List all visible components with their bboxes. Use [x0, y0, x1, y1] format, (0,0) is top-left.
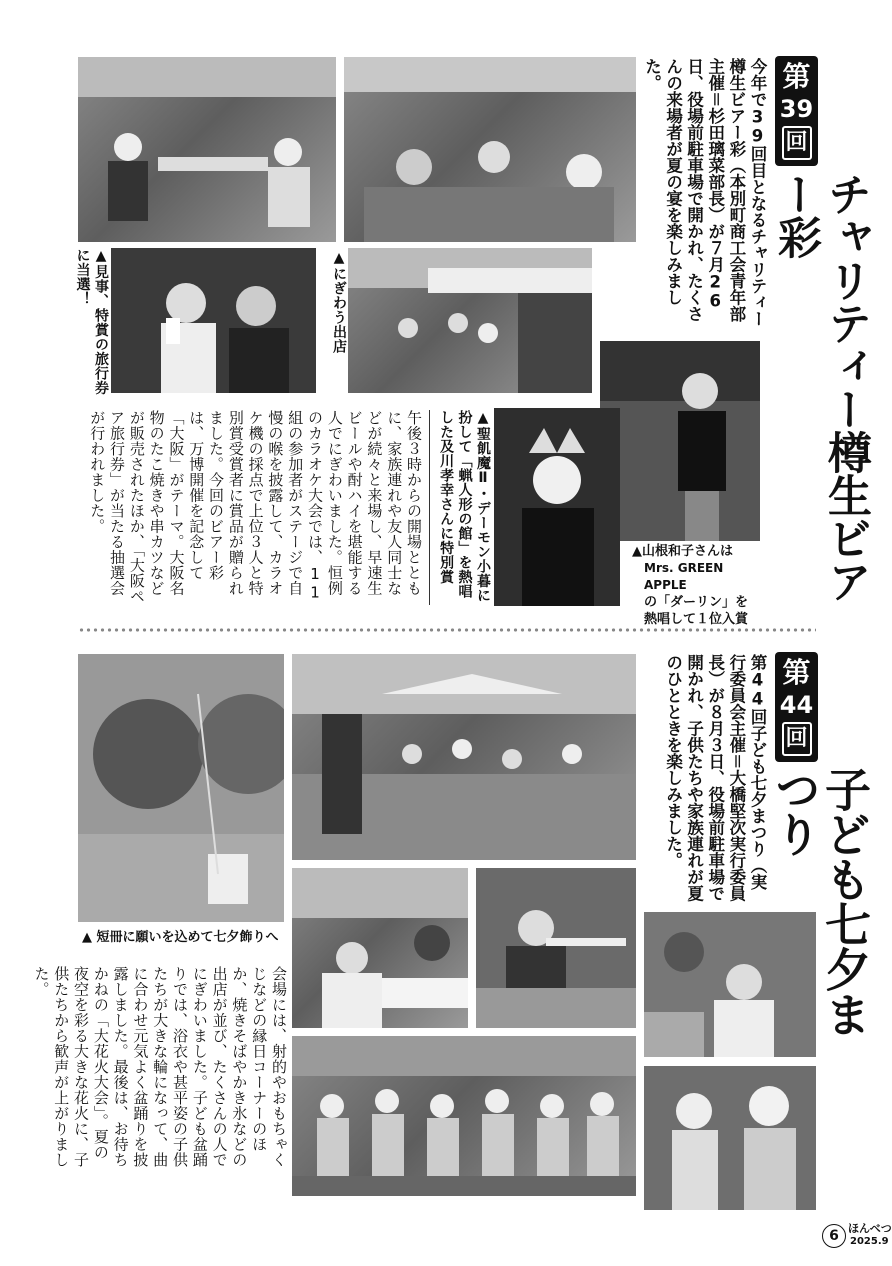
section2-badge-prefix: 第	[782, 656, 811, 689]
section1-badge-suffix: 回	[782, 126, 812, 160]
section1-divider	[429, 410, 430, 605]
photo-winners	[111, 248, 316, 393]
issue-date: 2025.9	[850, 1236, 889, 1247]
section1-lead: 今年で39回目となるチャリティー樽生ビアー彩（本別町商工会青年部主催＝杉田璃菜部長）が７月26日、役場前駐車場で開かれ、たくさんの来場者が夏の宴を楽しみました。	[642, 58, 767, 327]
photo-yo-yo-fishing	[292, 868, 468, 1028]
photo-girl-stall	[644, 912, 816, 1057]
caption-demon: ▲聖飢魔Ⅱ・デーモン小暮に扮して「蝋人形の館」を熱唱した及川孝幸さんに特別賞	[438, 410, 491, 603]
caption-stalls: ▲にぎわう出店	[331, 250, 347, 354]
photo-bon-odori	[292, 654, 636, 860]
section1-badge	[775, 56, 818, 166]
page-footer	[820, 1218, 890, 1262]
magazine-logo: ほんべつ	[848, 1222, 892, 1235]
page-number: 6	[822, 1224, 846, 1248]
section2-badge-suffix: 回	[782, 722, 812, 756]
photo-shooting-game	[476, 868, 636, 1028]
photo-singer	[600, 341, 760, 541]
section2-badge-num: 44	[779, 691, 814, 719]
section2-badge	[775, 652, 818, 762]
section1-body: 午後３時からの開場とともに、家族連れや友人同士などが続々と来場し、早速生ビールや酎ハイを堪能する人でにぎわいました。恒例のカラオケ大会では、11組の参加者がステージで自慢の喉を披露して、カラオケ機の採点で上位３人と特別賞受賞者に賞品が贈られました。今回のビアー彩は、万博開催を記念して「大阪」がテーマ。大阪名物のたこ焼きや串カツなどが販売されたほか、「大阪ペア旅行券」が当たる抽選会が行われました。	[88, 410, 423, 604]
section-separator	[78, 627, 816, 633]
section1-badge-prefix: 第	[782, 60, 811, 93]
photo-tanabata-decorations	[78, 654, 284, 922]
caption-winner: ▲見事、特賞の旅行券に当選！	[74, 248, 109, 395]
caption-singer-line2: Mrs. GREEN APPLE	[644, 561, 724, 592]
photo-stalls	[348, 248, 592, 393]
caption-singer	[632, 543, 762, 628]
photo-demon-costume	[494, 408, 620, 606]
section1-badge-num: 39	[779, 95, 814, 123]
section2-title: 子ども七夕まつり	[768, 766, 872, 1036]
caption-singer-line3: の「ダーリン」を	[644, 595, 749, 610]
section1-title: チャリティー樽生ビアー彩	[770, 172, 871, 602]
photo-beer-garden-crowd	[344, 57, 636, 242]
photo-beer-garden-elders	[78, 57, 336, 242]
section2-body: 会場には、射的やおもちゃくじなどの縁日コーナーのほか、焼きそばやかき氷などの出店が並び、たくさんの人でにぎわいました。子ども盆踊りでは、浴衣や甚平姿の子供たちが大きな輪になって、曲に合わせ元気よく盆踊りを披露しました。最後は、お待ちかねの「大花火大会」。夏の夜空を彩る大きな花火に、子供たちから歓声が上がりました。	[32, 966, 288, 1168]
photo-yukata-kids	[292, 1036, 636, 1196]
caption-singer-line1: ▲山根和子さんは	[632, 544, 733, 559]
section2-lead: 第44回子ども七夕まつり（実行委員会主催＝大橋堅次実行委員長）が８月３日、役場前駐車場で開かれ、子供たちや家族連れが夏のひとときを楽しみました。	[663, 654, 767, 902]
caption-tanabata: ▲ 短冊に願いを込めて七夕飾りへ	[82, 930, 279, 945]
caption-singer-line4: 熱唱して１位入賞	[644, 612, 749, 627]
photo-sisters-yukata	[644, 1066, 816, 1210]
